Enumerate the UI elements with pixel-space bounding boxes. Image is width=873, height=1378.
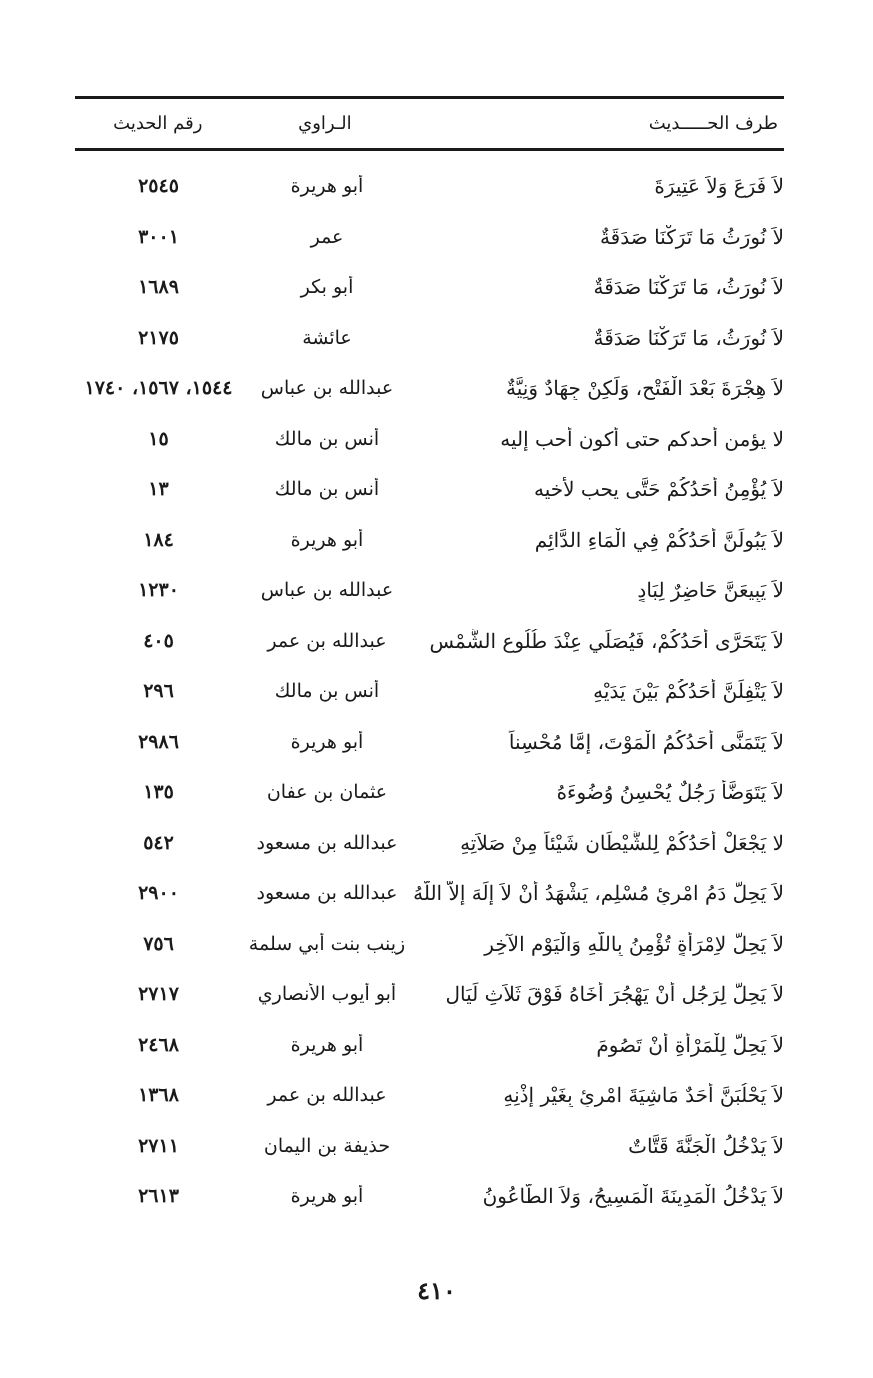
narrator: عبدالله بن مسعود <box>256 882 398 905</box>
table-row <box>75 464 784 515</box>
hadith-text: لاَ نُورَثُ، مَا تَرَكْنَا صَدَقَةٌ <box>593 275 784 300</box>
hadith-number: ١٢٣٠ <box>138 579 179 602</box>
page-number: ٤١٠ <box>417 1276 456 1305</box>
hadith-text: لاَ فَرَعَ وَلاَ عَتِيرَةَ <box>654 174 784 199</box>
hadith-index-table <box>75 99 784 1222</box>
table-row <box>75 969 784 1020</box>
header-number: رقم الحديث <box>113 113 203 134</box>
narrator: عائشة <box>302 326 352 349</box>
table-row <box>75 313 784 364</box>
hadith-text: لاَ هِجْرَةَ بَعْدَ الْفَتْحِ، وَلَكِنْ جِهَادٌ وَنِيَّةٌ <box>506 376 784 401</box>
table-row <box>75 515 784 566</box>
narrator: عبدالله بن عباس <box>260 579 394 602</box>
hadith-text: لاَ يَتَوَضَّأُ رَجُلٌ يُحْسِنُ وُضُوءَهُ <box>556 780 784 805</box>
hadith-text: لاَ يَتَحَرَّى أَحَدُكُمْ، فَيُصَلِّي عِنْدَ طُلُوعِ الشَّمْسِ <box>429 628 784 653</box>
hadith-number: ١٥ <box>148 427 169 450</box>
hadith-number: ٣٠٠١ <box>138 225 179 248</box>
table-row <box>75 717 784 768</box>
hadith-number: ٢٩٠٠ <box>138 882 179 905</box>
hadith-text: لا يَجْعَلْ أَحَدُكُمْ لِلشَّيْطَانِ شَيْئاً مِنْ صَلاَتِهِ <box>460 830 784 855</box>
table-row <box>75 1171 784 1222</box>
hadith-number: ٢١٧٥ <box>138 326 179 349</box>
hadith-number: ٤٠٥ <box>143 629 174 652</box>
hadith-number: ٧٥٦ <box>143 932 174 955</box>
table-row <box>75 363 784 414</box>
narrator: عمر <box>310 225 344 248</box>
narrator: حذيفة بن اليمان <box>263 1134 391 1157</box>
table-row <box>75 616 784 667</box>
hadith-text: لاَ يَبُولَنَّ أَحَدُكُمْ فِي الْمَاءِ الدَّائِمِ <box>534 527 784 552</box>
hadith-number: ١٣٥ <box>143 781 174 804</box>
table-row <box>75 212 784 263</box>
hadith-number: ١٣٦٨ <box>138 1084 179 1107</box>
narrator: عثمان بن عفان <box>266 781 388 804</box>
table-row <box>75 1121 784 1172</box>
hadith-number: ٢٤٦٨ <box>138 1033 179 1056</box>
table-row <box>75 1020 784 1071</box>
narrator: أنس بن مالك <box>274 427 380 450</box>
narrator: أبو هريرة <box>290 1185 364 1208</box>
hadith-number: ٢٥٤٥ <box>138 175 179 198</box>
header-hadith: طرف الحـــــديث <box>648 113 778 134</box>
hadith-text: لاَ يَدْخُلُ الْمَدِينَةَ الْمَسِيحُ، وَلاَ الطَّاعُونُ <box>482 1184 784 1209</box>
table-row <box>75 1070 784 1121</box>
narrator: عبدالله بن مسعود <box>256 831 398 854</box>
table-row <box>75 161 784 212</box>
hadith-text: لاَ يَحْلُبَنَّ أَحَدٌ مَاشِيَةَ امْرِئٍ بِغَيْرِ إِذْنِهِ <box>503 1083 784 1108</box>
narrator: أنس بن مالك <box>274 680 380 703</box>
narrator: عبدالله بن عمر <box>267 1084 387 1107</box>
table-row <box>75 919 784 970</box>
narrator: أبو بكر <box>300 276 354 299</box>
hadith-text: لاَ نُورَثُ، مَا تَرَكْنَا صَدَقَةٌ <box>593 325 784 350</box>
table-row <box>75 565 784 616</box>
header-narrator: الـراوي <box>298 113 352 134</box>
narrator: زينب بنت أبي سلمة <box>248 932 406 955</box>
hadith-text: لاَ يَحِلُّ دَمُ امْرِئٍ مُسْلِمٍ، يَشْهَدُ أَنْ لاَ إِلَهَ إِلاَّ اللَّهُ <box>413 881 784 906</box>
hadith-number: ٢٧١١ <box>138 1134 179 1157</box>
hadith-text: لاَ نُورَثُ مَا تَرَكْنَا صَدَقَةٌ <box>599 224 784 249</box>
narrator: أبو هريرة <box>290 528 364 551</box>
hadith-number: ٢٦١٣ <box>138 1185 179 1208</box>
table-row <box>75 262 784 313</box>
table-row <box>75 818 784 869</box>
hadith-text: لاَ يُؤْمِنُ أَحَدُكُمْ حَتَّى يحب لأخيه <box>534 477 784 502</box>
hadith-text: لاَ يَدْخُلُ الْجَنَّةَ قَتَّاتٌ <box>628 1133 784 1158</box>
narrator: أبو هريرة <box>290 730 364 753</box>
hadith-text: لاَ يَتَمَنَّى أَحَدُكُمُ الْمَوْتَ، إِمَّا مُحْسِناً <box>508 729 784 754</box>
hadith-text: لاَ يَحِلُّ لِرَجُلٍ أَنْ يَهْجُرَ أَخَاهُ فَوْقَ ثَلاَثِ لَيَالٍ <box>445 982 784 1007</box>
hadith-number: ١٦٨٩ <box>138 276 179 299</box>
table-body <box>75 161 784 1222</box>
hadith-number: ٢٩٦ <box>143 680 174 703</box>
hadith-number: ١٨٤ <box>143 528 174 551</box>
hadith-text: لا يؤمن أحدكم حتى أكون أحب إليه <box>500 426 784 451</box>
hadith-text: لاَ يَبِيعَنَّ حَاضِرٌ لِبَادٍ <box>637 578 784 603</box>
table-row <box>75 767 784 818</box>
narrator: أبو أيوب الأنصاري <box>257 983 397 1006</box>
table-row <box>75 868 784 919</box>
hadith-number: ١٣ <box>148 478 169 501</box>
narrator: أنس بن مالك <box>274 478 380 501</box>
narrator: أبو هريرة <box>290 1033 364 1056</box>
hadith-number: ٢٩٨٦ <box>138 730 179 753</box>
hadith-text: لاَ يَحِلُّ لِلْمَرْأَةِ أَنْ تَصُومَ <box>596 1032 784 1057</box>
narrator: عبدالله بن عباس <box>260 377 394 400</box>
table-header-row <box>75 99 784 148</box>
table-row <box>75 666 784 717</box>
hadith-number: ١٥٤٤، ١٥٦٧، ١٧٤٠ <box>84 377 233 400</box>
narrator: عبدالله بن عمر <box>267 629 387 652</box>
table-row <box>75 414 784 465</box>
hadith-number: ٥٤٢ <box>143 831 174 854</box>
hadith-number: ٢٧١٧ <box>138 983 179 1006</box>
hadith-text: لاَ يَتْفِلَنَّ أَحَدُكُمْ بَيْنَ يَدَيْهِ <box>593 679 784 704</box>
narrator: أبو هريرة <box>290 175 364 198</box>
hadith-text: لاَ يَحِلُّ لاِمْرَأَةٍ تُؤْمِنُ بِاللَّهِ وَالْيَوْمِ الآخِرِ <box>484 931 784 956</box>
